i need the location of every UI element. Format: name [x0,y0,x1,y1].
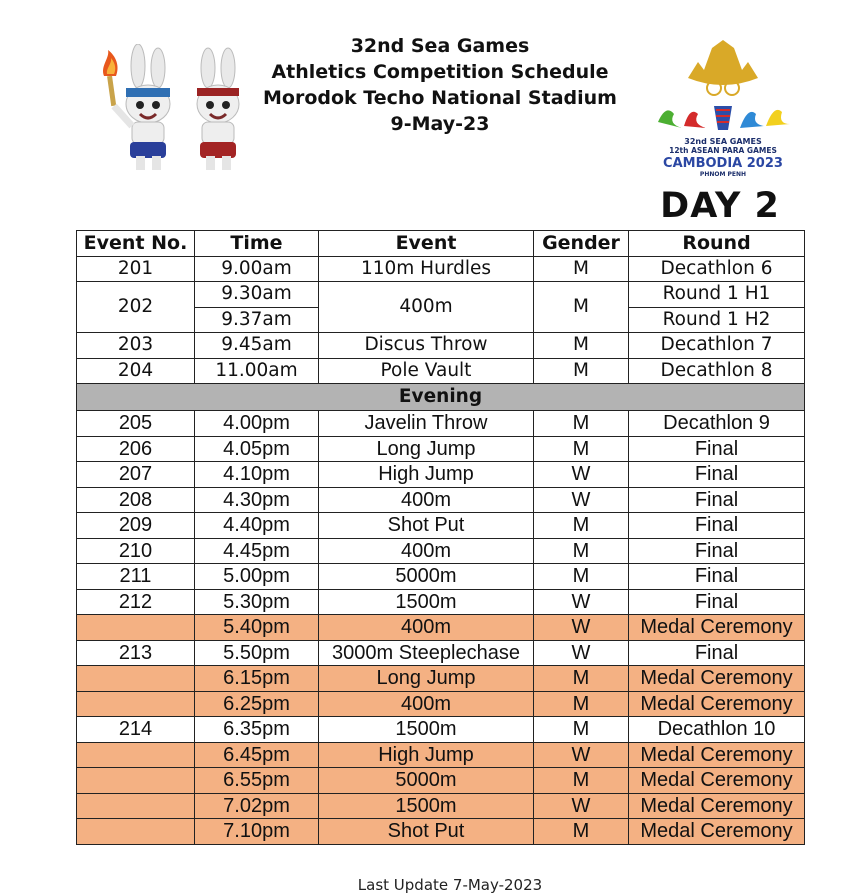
table-row [77,564,805,590]
evening-rows [77,411,805,845]
event-no [77,666,195,692]
table-row-medal-ceremony [77,819,805,845]
event-round: Final [629,462,805,488]
event-name: 3000m Steeplechase [319,640,534,666]
event-round: Final [629,589,805,615]
event-no: 206 [77,436,195,462]
event-no: 210 [77,538,195,564]
event-name: Pole Vault [319,358,534,384]
event-name: 5000m [319,768,534,794]
event-name: 5000m [319,564,534,590]
event-round: Medal Ceremony [629,615,805,641]
event-gender: W [534,615,629,641]
table-row [77,538,805,564]
event-round: Final [629,513,805,539]
event-name: 400m [319,538,534,564]
event-name: Long Jump [319,666,534,692]
event-round: Medal Ceremony [629,819,805,845]
col-header-event-no: Event No. [77,231,195,257]
event-no: 205 [77,411,195,437]
table-row [77,256,805,282]
event-round: Medal Ceremony [629,742,805,768]
event-gender: M [534,513,629,539]
event-name: High Jump [319,742,534,768]
event-no: 207 [77,462,195,488]
event-round: Final [629,640,805,666]
table-row [77,436,805,462]
event-gender: W [534,793,629,819]
event-time: 4.40pm [195,513,319,539]
event-no: 212 [77,589,195,615]
event-time: 6.15pm [195,666,319,692]
event-round: Decathlon 9 [629,411,805,437]
table-row [77,333,805,359]
event-gender: W [534,462,629,488]
event-time: 6.45pm [195,742,319,768]
event-time: 5.40pm [195,615,319,641]
event-round: Medal Ceremony [629,691,805,717]
event-time: 7.02pm [195,793,319,819]
event-time: 4.45pm [195,538,319,564]
event-no: 213 [77,640,195,666]
event-gender: M [534,768,629,794]
event-no: 208 [77,487,195,513]
event-no: 214 [77,717,195,743]
event-time: 5.00pm [195,564,319,590]
event-time: 6.35pm [195,717,319,743]
table-row-medal-ceremony [77,691,805,717]
day-label: DAY 2 [660,186,780,226]
event-gender: M [534,436,629,462]
event-no: 201 [77,256,195,282]
event-name: Shot Put [319,513,534,539]
title-date: 9-May-23 [390,113,490,135]
event-name: 400m [319,691,534,717]
title-venue: Morodok Techo National Stadium [263,87,617,109]
event-time: 6.55pm [195,768,319,794]
sea-games-logo [648,40,798,180]
event-no [77,615,195,641]
table-row [77,513,805,539]
event-gender: M [534,538,629,564]
event-name: 400m [319,282,534,333]
table-row [77,411,805,437]
event-name: Javelin Throw [319,411,534,437]
event-no [77,691,195,717]
event-name: Discus Throw [319,333,534,359]
table-row [77,282,805,308]
event-round: Medal Ceremony [629,793,805,819]
event-round: Final [629,564,805,590]
event-time: 9.37am [195,307,319,333]
event-name: 1500m [319,717,534,743]
event-name: High Jump [319,462,534,488]
event-no: 204 [77,358,195,384]
svg-text:CAMBODIA 2023: CAMBODIA 2023 [663,156,783,171]
last-update-note: Last Update 7-May-2023 [357,876,543,894]
event-no [77,768,195,794]
event-time: 4.30pm [195,487,319,513]
event-name: 400m [319,487,534,513]
event-gender: M [534,411,629,437]
event-round: Final [629,436,805,462]
event-gender: W [534,640,629,666]
col-header-event: Event [319,231,534,257]
event-time: 9.45am [195,333,319,359]
section-row-evening [77,384,805,411]
event-gender: M [534,691,629,717]
event-name: 1500m [319,589,534,615]
event-name: 110m Hurdles [319,256,534,282]
table-row-medal-ceremony [77,615,805,641]
event-gender: M [534,666,629,692]
event-name: 1500m [319,793,534,819]
event-gender: M [534,333,629,359]
table-row [77,462,805,488]
event-time: 4.10pm [195,462,319,488]
event-time: 9.30am [195,282,319,308]
event-no [77,819,195,845]
col-header-gender: Gender [534,231,629,257]
event-round: Medal Ceremony [629,666,805,692]
table-row [77,717,805,743]
schedule-table [76,230,805,845]
event-round: Final [629,538,805,564]
event-gender: M [534,564,629,590]
table-header-row [77,231,805,257]
event-round: Decathlon 7 [629,333,805,359]
event-gender: M [534,256,629,282]
mascots-image [96,44,256,184]
event-round: Decathlon 6 [629,256,805,282]
event-gender: W [534,589,629,615]
event-gender: M [534,819,629,845]
event-round: Round 1 H1 [629,282,805,308]
event-gender: M [534,358,629,384]
event-time: 11.00am [195,358,319,384]
event-time: 6.25pm [195,691,319,717]
event-time: 7.10pm [195,819,319,845]
col-header-time: Time [195,231,319,257]
event-no: 211 [77,564,195,590]
event-no [77,742,195,768]
event-no: 209 [77,513,195,539]
event-time: 5.30pm [195,589,319,615]
event-time: 4.00pm [195,411,319,437]
col-header-round: Round [629,231,805,257]
event-round: Decathlon 10 [629,717,805,743]
event-no [77,793,195,819]
table-row-medal-ceremony [77,793,805,819]
event-time: 4.05pm [195,436,319,462]
table-row [77,589,805,615]
event-gender: M [534,282,629,333]
svg-text:32nd SEA GAMES: 32nd SEA GAMES [684,137,762,146]
schedule-title [250,33,630,137]
table-row-medal-ceremony [77,666,805,692]
svg-text:PHNOM PENH: PHNOM PENH [699,171,747,178]
event-gender: W [534,487,629,513]
svg-text:12th ASEAN PARA GAMES: 12th ASEAN PARA GAMES [669,146,777,155]
title-games: 32nd Sea Games [350,35,530,57]
table-row [77,358,805,384]
event-round: Round 1 H2 [629,307,805,333]
event-gender: W [534,742,629,768]
event-round: Medal Ceremony [629,768,805,794]
event-no: 203 [77,333,195,359]
table-row-medal-ceremony [77,742,805,768]
event-name: 400m [319,615,534,641]
event-round: Final [629,487,805,513]
table-row-medal-ceremony [77,768,805,794]
event-round: Decathlon 8 [629,358,805,384]
event-name: Shot Put [319,819,534,845]
title-schedule: Athletics Competition Schedule [271,61,609,83]
event-time: 9.00am [195,256,319,282]
table-row [77,487,805,513]
event-gender: M [534,717,629,743]
event-time: 5.50pm [195,640,319,666]
event-no: 202 [77,282,195,333]
table-row [77,640,805,666]
event-name: Long Jump [319,436,534,462]
section-label: Evening [77,384,805,411]
